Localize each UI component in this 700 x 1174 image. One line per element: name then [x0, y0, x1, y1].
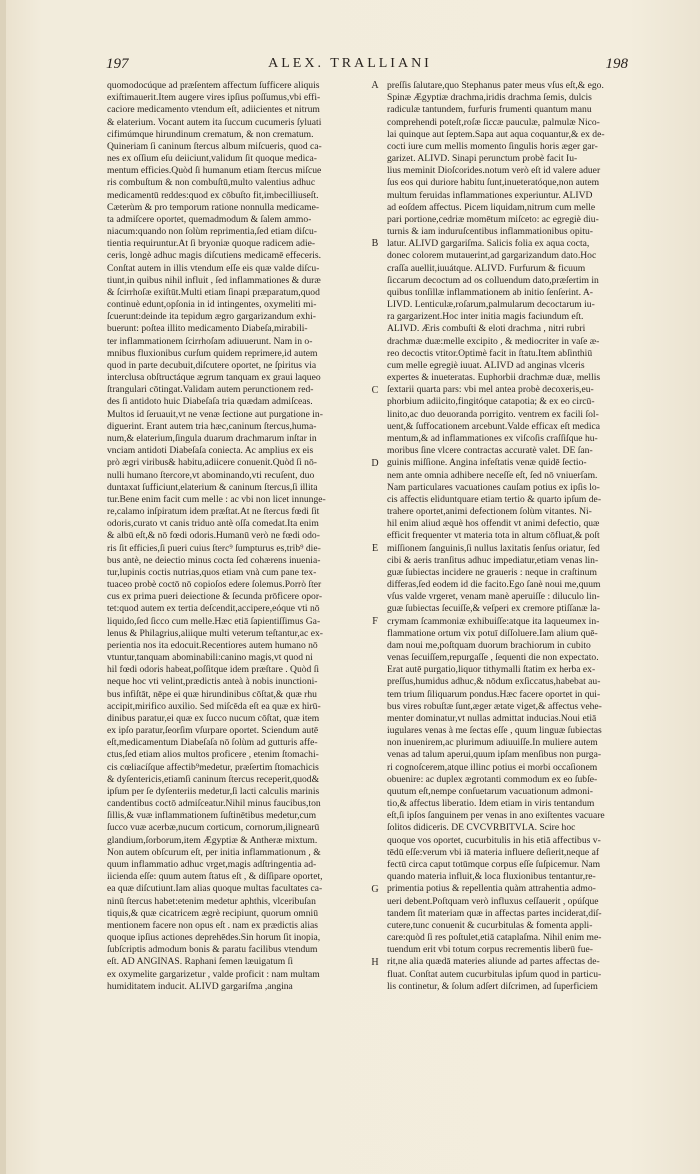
text-line: Conſtat autem in illis vtendum eſſe eis quæ valde diſcu- — [107, 262, 320, 274]
text-line: caciore medicamento vtendum eſt, adiicientes et nitrum — [107, 104, 320, 116]
text-line: eſt. AD ANGINAS. Raphani ſemen læuigatum ſi — [107, 956, 293, 968]
text-line: ſcuerunt:deinde ita tepidum ægro gargarizandum exhi- — [107, 311, 316, 323]
text-line: preſſus,humidus adhuc,& nōdum exſiccatus,habebat au- — [387, 676, 601, 688]
text-line: prò ægri viribus& habitu,adiicere conuenit.Quòd ſi nō- — [107, 457, 317, 469]
text-line: perientia nos ita edocuit.Recentiores autem humano nō — [107, 639, 318, 651]
text-line: fectū circa caput totūmque corpus eſſe ſuſpicemur. Nam — [387, 859, 601, 870]
text-line: fluat. Conſtat autem cucurbitulas ipſum quod in particu- — [387, 968, 602, 980]
text-line: dam noui me,poſtquam duorum brachiorum in cubito — [387, 639, 591, 651]
text-line: tēdū eſſe:verum vbi iā materia influere deſierit,neque af — [387, 846, 600, 858]
text-line: lenus & Philagrius,aliique multi veterum teſtantur,ac ex- — [107, 627, 323, 639]
text-line: tandem ſit materiam quæ in affectas partes inciderat,diſ- — [387, 907, 602, 919]
text-line: latur. ALIVD gargariſma. Salicis folia ex aqua cocta, — [387, 238, 590, 250]
text-line: Non autem obſcurum eſt, per initia inflammationum , & — [107, 846, 321, 858]
text-line: ipſum per ſe dyſenteriis medetur,ſi lacti calculis marinis — [107, 785, 320, 797]
text-line: comprehendi poteſt,roſæ ſiccæ pauculæ, palmulæ Nico- — [387, 116, 600, 128]
text-line: uent,& ſuffocationem arcebunt.Valde efficax eſt medica — [387, 420, 601, 432]
text-line: ſtrangulari cōtingat.Validam autem perunctionem red- — [107, 384, 314, 396]
text-line: guæ ſubiectas incidere ne graueris : neque in craſtinum — [387, 566, 597, 578]
text-line: tientia requiruntur.At ſi bryoniæ quoque radicem adie- — [107, 238, 316, 250]
text-line: niacum:quando non ſolùm reprimentia,ſed etiam diſcu- — [107, 226, 317, 238]
text-line: tuaceo probè coctō nō copioſos edere ſolemus.Porrò ſter — [107, 579, 322, 591]
text-line: ſus eos qui duriore habitu ſunt,inueteratóque,non autem — [387, 177, 600, 189]
text-line: multum feruidas inflammationes experiuntur. ALIVD — [387, 189, 593, 201]
text-line: quoque vos oportet, cucurbitulis in his etiā affectibus v- — [387, 834, 601, 846]
section-marker: E — [371, 542, 379, 554]
section-marker: H — [371, 956, 379, 968]
text-line: iugulares venas à me ſectas eſſe , quum linguæ ſubiectas — [387, 725, 602, 737]
text-line: quod in parte decubuit,diſcutere oportet, ne ſpiritus via — [107, 359, 317, 371]
text-line: non inuenirem,ac plurimum adiuuiſſe.In muliere autem — [387, 737, 598, 749]
text-line: bus antè, ne deiectio minus cocta ſed cohærens inuenia- — [107, 554, 321, 566]
text-line: accipit,mirifico auxilio. Sed miſcēda eſt ea quæ ex hirū- — [107, 700, 321, 712]
text-line: ſolitos didiceris. DE CVCVRBITVLA. Scire hoc — [387, 822, 576, 834]
text-line: miſſionem ſanguinis,ſi nullus laxitatis ſenſus oriatur, ſed — [387, 542, 600, 554]
text-line: interclusa obſtructáque ægrum tanquam ex graui laqueo — [107, 372, 321, 384]
text-line: mentum efficies.Quòd ſi humanum etiam ſtercus miſcue — [107, 165, 322, 177]
text-line: tem trium ſiliquarum pondus.Hæc facere oportet in qui- — [387, 688, 601, 700]
text-line: vnciam antidoti Diabeſaſa coniecta. Ac amplius ex eis — [107, 445, 314, 457]
text-line: ris ſit efficies,ſi pueri cuius ſterc⁹ ſumpturus es,trib⁹ die- — [107, 542, 321, 554]
text-line: care:quòd ſi res poſtulet,etiā cataplaſma. Nihil enim me- — [387, 932, 602, 944]
section-marker: F — [372, 615, 378, 627]
text-line: reo decoctis vtitor.Optimè facit in ſtatu.Item abſinthiū — [387, 347, 593, 359]
text-line: menter dominatur,vt nullas admittat inducias.Noui etiā — [387, 712, 597, 724]
text-line: tiunt,in quibus nihil influit , ſed inflammationes & duræ — [107, 274, 321, 286]
text-line: ex oxymelite gargarizetur , valde proficit : nam multam — [107, 968, 320, 980]
text-line: eſt,ſi ipſos ſanguinem per venas in ano exiſtentes vacuare — [387, 810, 605, 822]
section-marker: G — [371, 883, 379, 895]
text-line: hil enim aliud æquè hos offendit vt animi defectio, quæ — [387, 518, 600, 530]
text-line: ſillis,& vuæ inflammationem ſuſtinētibus medetur,cum — [107, 810, 317, 822]
text-line: lius meminit Dioſcorides.notum verò eſt id valere aduer — [387, 165, 601, 177]
text-line: mentum,& ad inflammationes ex viſcoſis craſſiſque hu- — [387, 432, 598, 444]
text-line: ſiccarum decoctum ad os colluendum dato,præſertim in — [387, 274, 599, 286]
page-header — [0, 56, 700, 78]
text-line: & albū eſt,& nō fœdi odoris.Humanū verò ne fœdi odo- — [107, 530, 320, 542]
text-line: ra gargarizent.Hoc inter initia magis faciundum eſt. — [387, 311, 584, 323]
text-line: quum inflammatio adhuc vrget,magis adſtringentia ad- — [107, 859, 317, 870]
text-line: craſſa auellit,iuuátque. ALIVD. Furfurum & ficuum — [387, 262, 586, 274]
text-line: crymam ſcammoniæ exhibuiſſe:atque ita laqueumex in- — [387, 615, 600, 627]
text-line: LIVD. Lenticulæ,roſarum,palmularum decoctarum iu- — [387, 299, 595, 311]
text-line: turnis & iam induruſcentibus inflammationibus opitu- — [387, 226, 593, 238]
page-number-left: 197 — [106, 56, 129, 72]
text-line: des ſi antidoto huic Diabeſaſa tria quædam admiſceas. — [107, 396, 313, 408]
text-line: mentionem facere non opus eſt . nam ex prædictis alias — [107, 919, 319, 931]
text-line: Nam particulares vacuationes cauſam potius ex ipſis lo- — [387, 481, 600, 493]
running-title: ALEX. TRALLIANI — [268, 56, 432, 71]
text-line: bus vires robuſtæ ſunt,æger ætate viget,& affectus vehe- — [387, 700, 602, 712]
page-gutter — [0, 0, 6, 1174]
text-line: eſt,medicamentum Diabeſaſa nō ſolùm ad gutturis affe- — [107, 737, 318, 749]
text-line: Multos id ſeruauit,vt ne venæ ſectione aut purgatione in- — [107, 408, 323, 420]
text-line: ueri debent.Poſtquam verò influxus ceſſauerit , opúſque — [387, 895, 599, 907]
text-line: & ſcirrhoſæ exiſtūt.Multi etiam ſinapi præparatum,quod — [107, 286, 320, 298]
text-line: cis cœliacíſque affectib⁹medetur, præſertim ſtomachicis — [107, 761, 319, 773]
text-line: cocti iure cum mellis momento ſingulis horis æger gar- — [387, 140, 598, 152]
text-line: quoque ipſius actiones deprehēdes.Sin horum ſit inopia, — [107, 932, 321, 944]
text-line: preſſis ſalutare,quo Stephanus pater meus vſus eſt,& ego. — [387, 80, 604, 91]
text-line: iicienda eſſe: quum autem ſtatus eſt , & diſſipare oportet, — [107, 871, 323, 883]
text-line: cifimúmque hirundinum crematum, & non crematum. — [107, 128, 314, 140]
text-line: quomodocúque ad præſentem affectum ſufficere aliquis — [107, 80, 320, 91]
text-line: moribus ſine vlcere contractas accuratè valet. DE ſan- — [387, 445, 593, 457]
text-line: ſextarii quarta pars: vbi mel antea probè decoxeris,eu- — [387, 384, 594, 396]
text-line: nem ante omnia adhibere neceſſe eſt, ſed nō vniuerſam. — [387, 469, 598, 481]
text-line: & elaterium. Vocant autem ita ſuccum cucumeris ſyluati — [107, 116, 322, 128]
text-line: garizet. ALIVD. Sinapi perunctum probè facit Iu- — [387, 153, 578, 165]
text-line: candentibus coctō admiſceatur.Nihil minus faucibus,ton — [107, 798, 321, 810]
text-line: exiſtimauerit.Item augere vires ipſius poſſumus,vbi effi- — [107, 92, 321, 104]
text-line: liquido,ſed ſicco cum melle.Hæc etiā ſapientiſſimus Ga- — [107, 615, 321, 627]
text-line: humiditatem inducit. ALIVD gargariſma ,angina — [107, 980, 293, 992]
text-line: tur.Bene enim facit cum melle : ac vbi non licet innunge- — [107, 493, 326, 505]
page-number-right: 198 — [605, 56, 628, 72]
text-line: dinibus paratur,ei quæ ex ſucco nucum cōſtat, quæ item — [107, 712, 320, 724]
text-line: cus ex prima pueri deiectione & ſecunda prōficere opor- — [107, 591, 323, 603]
text-line: glandium,ſorborum,item Ægyptiæ & Antheræ mixtum. — [107, 834, 318, 846]
text-line: cum melle egregiè iuuat. ALIVD ad anginas vlceris — [387, 359, 585, 371]
left-text-column — [107, 80, 365, 993]
text-line: phorbium adiicito,fingitóque catapotia; & ex eo circū- — [387, 396, 595, 408]
text-line: obuenire: ac duplex ægrotanti commodum ex eo ſubſe- — [387, 773, 598, 785]
text-line: ea quæ diſcutiunt.Iam alias quoque multas facultates ca- — [107, 883, 323, 895]
text-line: ſubſcriptis admodum bonis & paratu facilibus vtendum — [107, 944, 318, 956]
text-line: mnibus fluxionibus curſum quidem reprimere,id autem — [107, 347, 318, 359]
text-line: cis affectis eliduntquare etiam tertio & quarto ipſum de- — [387, 493, 602, 505]
text-line: pari portione,cedriæ momētum miſceto: ac egregiè diu- — [387, 213, 599, 225]
text-line: cutere,tunc conuenit & cucurbitulas & fomenta appli- — [387, 919, 593, 931]
text-line: buerunt: poſtea illito medicamento Diabeſa,mirabili- — [107, 323, 308, 335]
text-line: flammatione ortum vix potuī diſſoluere.Iam alium quē- — [387, 627, 598, 639]
text-line: guinis miſſione. Angina infeſtatis venæ quidē ſectio- — [387, 457, 587, 469]
section-marker: D — [371, 457, 379, 469]
text-line: vtuntur,tanquam abominabili:canino magis,vt quod ni — [107, 652, 313, 664]
text-line: primentia potius & repellentia quàm attrahentia admo- — [387, 883, 596, 895]
text-line: quibus tonſillæ inflammationem ab initio ſenſerint. A- — [387, 286, 593, 298]
text-line: trahere oportet,animi defectionem ſolùm vitantes. Ni- — [387, 506, 592, 518]
text-line: odoris,curato vt canis triduo antè oſſa comedat.Ita enim — [107, 518, 319, 530]
text-line: expertes & inueteratas. Euphorbii drachmæ duæ, mellis — [387, 372, 601, 384]
text-line: Cæterùm & pro temporum ratione nonnulla medicame- — [107, 201, 320, 213]
text-line: drachmæ duæ:melle excipito , & mediocriter in vaſe æ- — [387, 335, 600, 347]
text-line: ninū ſtercus habet:etenim medetur aphthis, vlceribuſan — [107, 895, 316, 907]
text-line: guæ ſubiectas ſecuiſſe,& veſperi ex cremore ptiſſanæ la- — [387, 603, 601, 615]
text-line: neque hoc vti velint,prædictis anteà à nobis inunctioni- — [107, 676, 318, 688]
text-line: quando materia influit,& loca fluxionibus tentantur,re- — [387, 871, 596, 883]
text-line: vſus valde vrgeret, venam manè aperuiſſe : diluculo lin- — [387, 591, 600, 603]
text-line: & dyſentericis,etiamſi caninum ſtercus receperit,quod& — [107, 773, 320, 785]
text-line: tur,lupinis coctis nutrias,quos etiam vnà cum pane tex- — [107, 566, 317, 578]
text-line: venas ſecuiſſem,repurgaſſe , ſequenti die non expectato. — [387, 652, 599, 664]
text-line: ſucco vuæ acerbæ,nucum corticum, cornorum,ilignearū — [107, 822, 320, 834]
text-line: Erat autē purgatio,liquor tithymalli ſtatim ex herba ex- — [387, 664, 596, 676]
text-line: ter inflammationem ſcirrhoſam adiuuerunt. Nam in o- — [107, 335, 313, 347]
text-line: continuè edunt,opſonia in id intingentes, oxymeliti mi- — [107, 299, 317, 311]
text-line: ex ipſo paratur,ſeorſim vſurpare oportet. Sciendum autē — [107, 725, 319, 737]
text-line: ALIVD. Æris combuſti & eloti drachma , nitri rubri — [387, 323, 586, 335]
text-line: ri cognoſcerem,atque illinc potius ei morbi occaſionem — [387, 761, 598, 773]
text-line: medicamentū reddes:quod ex cōbuſto fit,imbecilliuseſt. — [107, 189, 319, 201]
text-line: ceris, longè adhuc magis diſcutiens medicamē effeceris. — [107, 250, 321, 262]
text-line: hil fœdi odoris habeat,poſſitque idem præſtare . Quòd ſi — [107, 664, 320, 676]
text-line: lai quinque aut ſeptem.Sapa aut aqua coquantur,& ex de- — [387, 128, 605, 140]
text-line: re,calamo inſpiratum idem præſtat.At ne ſtercus fœdi ſit — [107, 506, 320, 518]
text-line: differas,ſed eodem id die facito.Ego ſanè noui me,quum — [387, 579, 601, 591]
text-line: ctus,ſed etiam alios multos proficere , etenim ſtomachi- — [107, 749, 319, 761]
text-line: tet:quod autem ex tertia deſcendit,accipere,eóque vti nō — [107, 603, 320, 615]
text-line: ris combuſtum & non combuſtū,multo valentius adhuc — [107, 177, 316, 189]
text-line: nulli humano ſtercore,vt abominando,vti recuſent, duo — [107, 469, 315, 481]
right-text-column — [387, 80, 649, 993]
section-marker: B — [371, 238, 379, 250]
text-line: diguerint. Erant autem tria hæc,caninum ſtercus,huma- — [107, 420, 317, 432]
text-line: cibi & aeris tranſitus adhuc impediatur,etiam venas lin- — [387, 554, 599, 566]
text-line: Spinæ Ægyptiæ drachma,iridis drachma ſemis, dulcis — [387, 92, 592, 104]
text-line: quutum eſt,nempe conſuetarum vacuationum admoni- — [387, 785, 593, 797]
section-marker: C — [371, 384, 379, 396]
text-line: tio,& affectus liberatio. Idem etiam in viris tentandum — [387, 798, 595, 810]
text-line: duntaxat ſufficiunt,elaterium & caninum ſtercus,ſi illita — [107, 481, 318, 493]
text-line: Quineriam ſi caninum ſtercus album miſcueris, quod ca- — [107, 140, 322, 152]
text-line: efficit frequenter vt materia tota in altum cōfluat,& poſt — [387, 530, 600, 542]
text-line: ta admiſcere oportet, quemadmodum & ſalem ammo- — [107, 213, 312, 225]
text-line: lis continetur, & ſolum adſert diſcrimen, ad ſuperficiem — [387, 980, 598, 992]
text-line: ad eoſdem affectus. Picem liquidam,nitrum cum melle — [387, 201, 596, 213]
text-line: num,& elaterium,ſingula duarum drachmarum inſtar in — [107, 432, 317, 444]
text-line: nes ex oſſium eſu deiiciunt,validum ſit quoque medica- — [107, 153, 317, 165]
text-line: bus infiſtāt, nēpe ei quæ hirundinibus cōſtat,& quæ rhu — [107, 688, 317, 700]
text-line: rit,ne alia quædā materies aliunde ad partes affectas de- — [387, 956, 600, 968]
text-line: linito,ac duo deuoranda porrigito. ventrem ex facili ſol- — [387, 408, 599, 420]
text-line: radiculæ tantundem, furfuris frumenti quantum manu — [387, 104, 592, 116]
text-line: tiquis,& quæ cicatricem ægrè recipiunt, quorum omniū — [107, 907, 319, 919]
text-line: donec colorem mutauerint,ad gargarizandum dato.Hoc — [387, 250, 597, 262]
text-line: venas ad talum aperui,quum ipſam menſibus non purga- — [387, 749, 602, 761]
text-line: tuendum erit vbi totum corpus recrementis liberū fue- — [387, 944, 593, 956]
section-marker: A — [371, 80, 379, 91]
